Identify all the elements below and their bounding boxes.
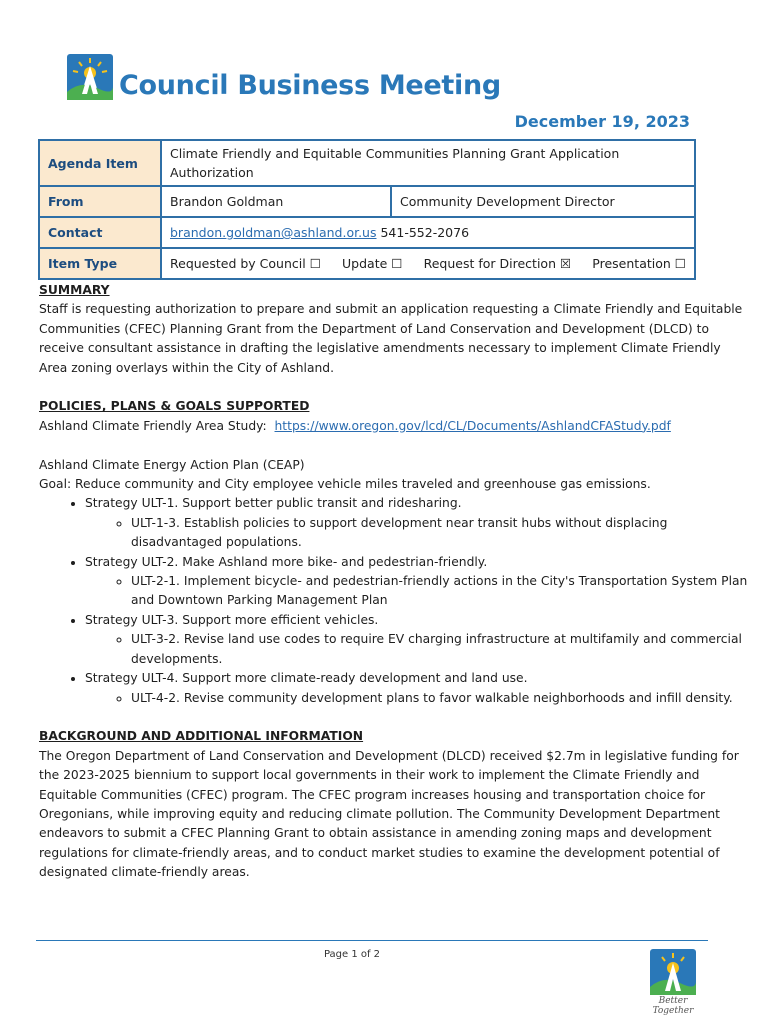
list-item — [85, 611, 751, 669]
from-name: Brandon Goldman — [161, 186, 391, 217]
footer-divider — [36, 940, 708, 941]
background-heading: BACKGROUND AND ADDITIONAL INFORMATION — [39, 729, 364, 744]
list-item: ◦ ULT-2-1. Implement bicycle- and pedestrian-friendly actions in the City's Transportation System Plan and Downtown Parking Management Plan — [131, 572, 751, 611]
page-number: Page 1 of 2 — [323, 949, 381, 960]
list-item — [85, 669, 751, 708]
footer-tagline: Better Together — [652, 996, 694, 1016]
document-body — [39, 281, 751, 883]
strategy-list — [39, 494, 751, 707]
contact-email-link[interactable]: brandon.goldman@ashland.or.us — [170, 225, 377, 240]
study-link[interactable]: https://www.oregon.gov/lcd/CL/Documents/AshlandCFAStudy.pdf — [274, 418, 671, 433]
agenda-item-value: Climate Friendly and Equitable Communities Planning Grant Application Authorization — [161, 140, 695, 186]
strategy-text: Strategy ULT-1. Support better public transit and ridesharing. — [85, 496, 462, 511]
item-type-presentation: Presentation ☐ — [592, 256, 686, 271]
from-label: From — [39, 186, 161, 217]
agenda-info-table — [38, 139, 696, 280]
agenda-item-label: Agenda Item — [39, 140, 161, 186]
page-title: Council Business Meeting — [119, 70, 501, 101]
ceap-title: Ashland Climate Energy Action Plan (CEAP) — [39, 457, 305, 472]
item-type-requested-by-council: Requested by Council ☐ — [170, 256, 321, 271]
summary-text: Staff is requesting authorization to prepare and submit an application requesting a Climate Friendly and Equitable Communities (CFEC) Planning Grant from the Department of Land Conservation and Development (DLCD) to receive consultant assistance in drafting the legislative amendments necessary to implement Climate Friendly Area zoning overlays within the City of Ashland. — [39, 302, 743, 375]
item-type-options — [161, 248, 695, 279]
study-line — [39, 417, 751, 436]
list-item: ◦ ULT-4-2. Revise community development plans to favor walkable neighborhoods and infill density. — [131, 689, 751, 708]
policies-heading: POLICIES, PLANS & GOALS SUPPORTED — [39, 399, 310, 414]
item-type-update: Update ☐ — [342, 256, 403, 271]
contact-phone: 541-552-2076 — [380, 225, 470, 240]
ashland-a-logo-icon — [67, 54, 113, 100]
summary-heading: SUMMARY — [39, 283, 110, 297]
list-item: ◦ ULT-3-2. Revise land use codes to require EV charging infrastructure at multifamily and commercial developments. — [131, 630, 751, 669]
item-type-request-for-direction: Request for Direction ☒ — [423, 256, 572, 271]
strategy-text: Strategy ULT-3. Support more efficient vehicles. — [85, 612, 379, 627]
background-text: The Oregon Department of Land Conservation and Development (DLCD) received $2.7m in legislative funding for the 2023-2025 biennium to support local governments in their work to implement the Climate Friendly and Equitable Communities (CFEC) program. The CFEC program increases housing and transportation choice for Oregonians, while improving equity and reducing climate pollution. The Community Development Department endeavors to submit a CFEC Planning Grant to obtain assistance in amending zoning maps and development regulations for climate-friendly areas, and to conduct market studies to examine the development potential of designated climate-friendly areas. — [39, 748, 739, 880]
contact-value — [161, 217, 695, 248]
list-item — [85, 494, 751, 552]
ashland-a-footer-logo-icon — [648, 949, 698, 995]
ceap-goal: Goal: Reduce community and City employee vehicle miles traveled and greenhouse gas emissions. — [39, 477, 651, 492]
list-item — [85, 553, 751, 611]
meeting-date: December 19, 2023 — [514, 112, 690, 131]
study-label: Ashland Climate Friendly Area Study: — [39, 418, 267, 433]
contact-label: Contact — [39, 217, 161, 248]
from-title: Community Development Director — [391, 186, 695, 217]
strategy-text: Strategy ULT-2. Make Ashland more bike- and pedestrian-friendly. — [85, 554, 488, 569]
item-type-label: Item Type — [39, 248, 161, 279]
strategy-text: Strategy ULT-4. Support more climate-ready development and land use. — [85, 671, 528, 686]
list-item: ◦ ULT-1-3. Establish policies to support development near transit hubs without displacing disadvantaged populations. — [131, 514, 751, 553]
